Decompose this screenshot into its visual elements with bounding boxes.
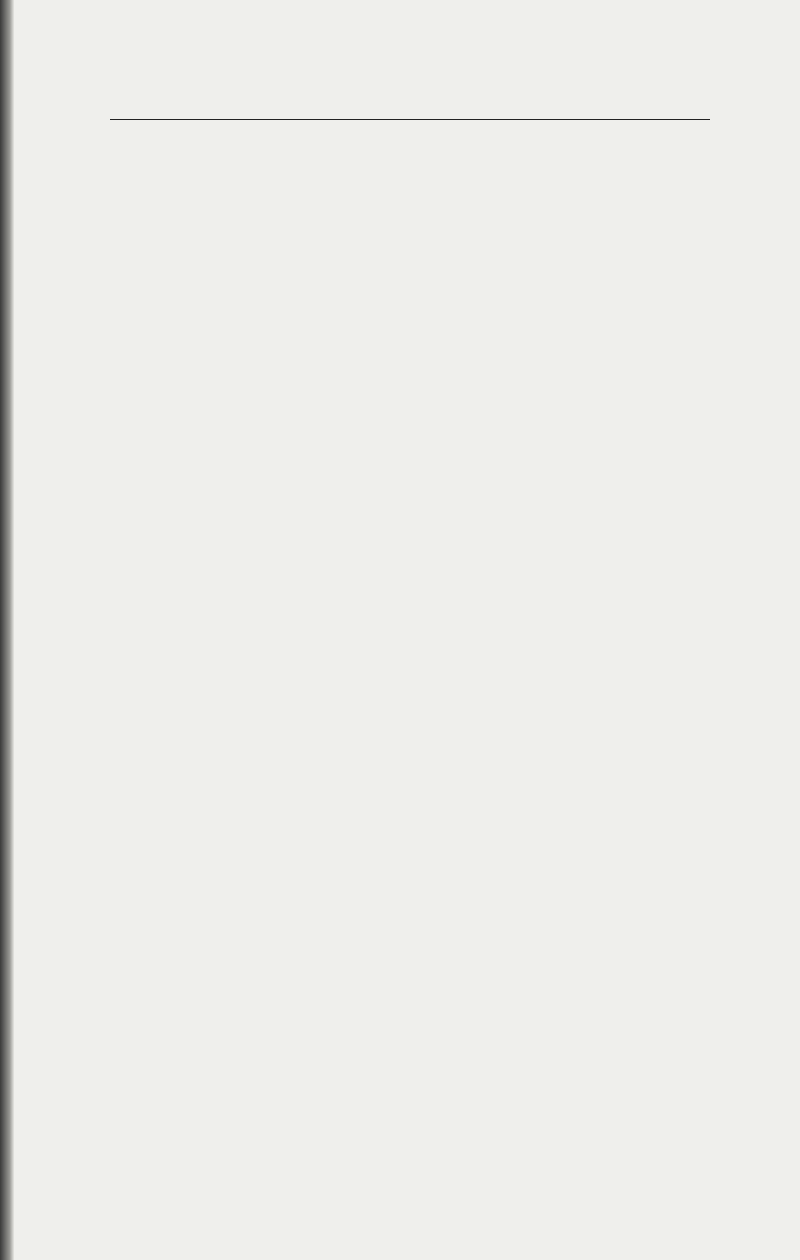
aphorism-15 [110,126,710,178]
book-page [110,70,710,190]
running-header [110,70,710,110]
section-rule [110,119,710,120]
aphorism-line [110,152,710,178]
aphorism-line [110,126,710,152]
book-spine-shadow [0,0,14,1260]
